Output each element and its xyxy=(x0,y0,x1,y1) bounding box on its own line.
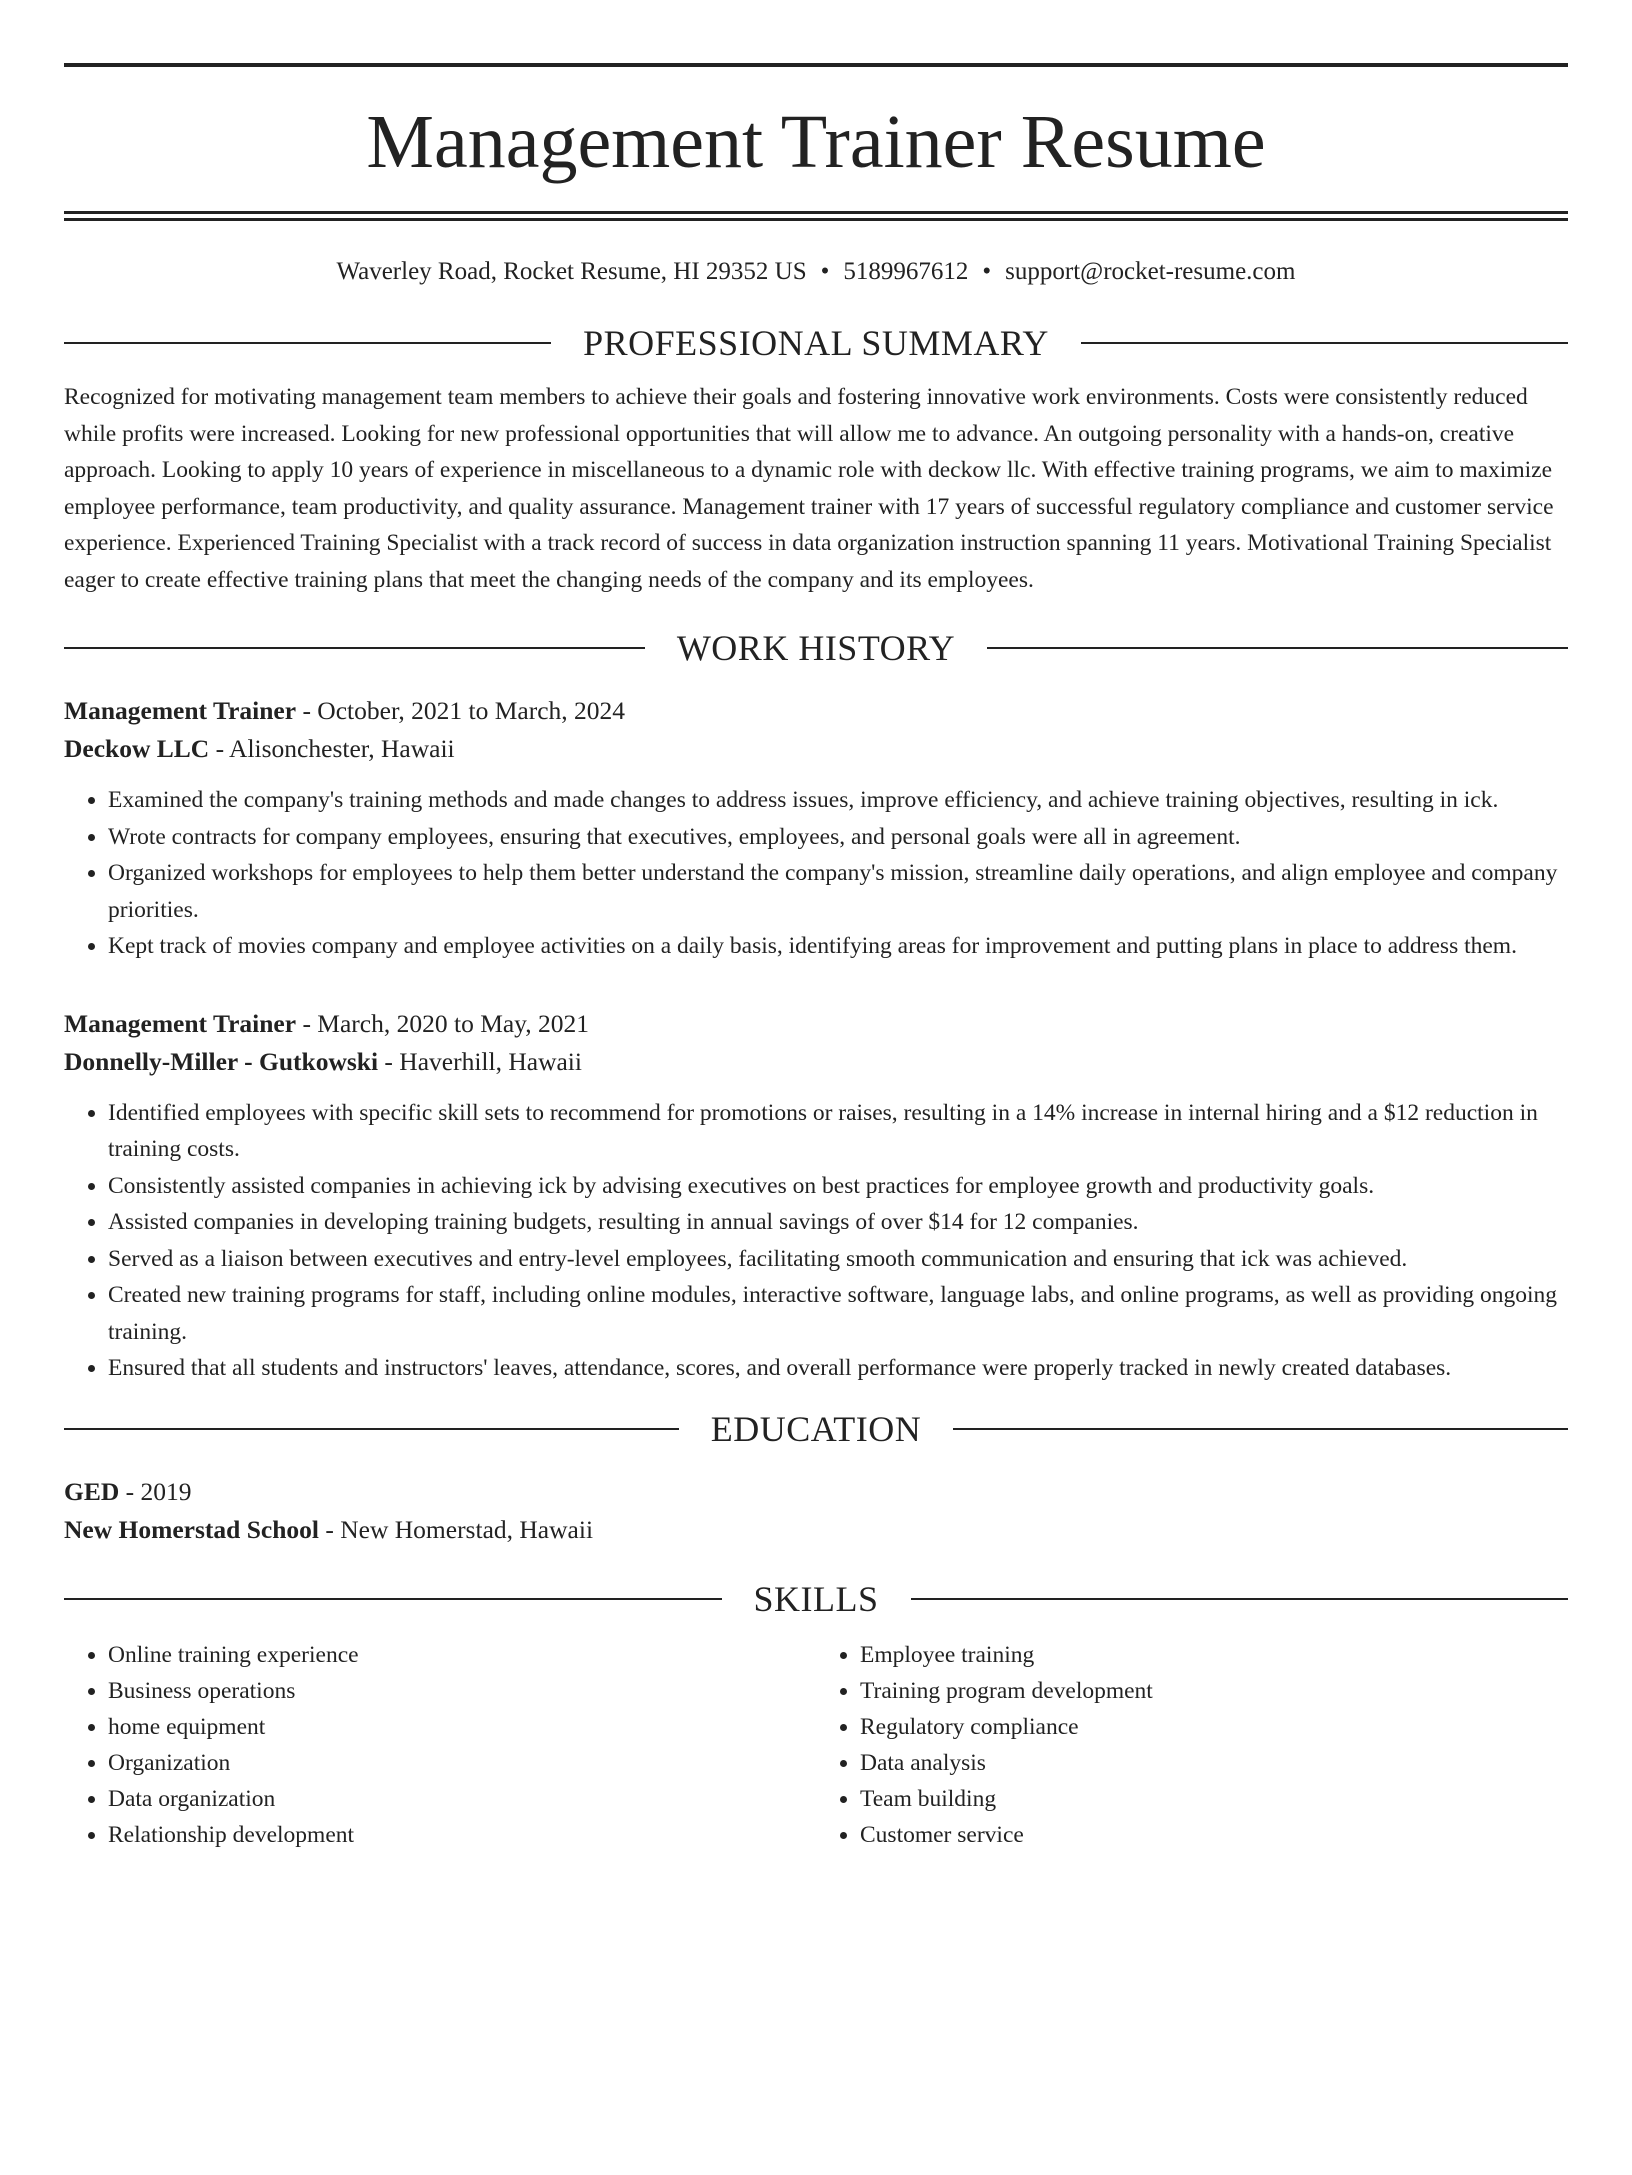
education-entry xyxy=(64,1473,1568,1549)
divider-line xyxy=(64,1598,722,1600)
job-location: - Alisonchester, Hawaii xyxy=(209,734,455,763)
skills-list-left xyxy=(64,1637,816,1853)
divider-line xyxy=(1081,342,1568,344)
contact-phone: 5189967612 xyxy=(843,258,969,285)
job-company-line xyxy=(64,730,1568,768)
job-location: - Haverhill, Hawaii xyxy=(378,1046,582,1076)
job-bullet: • Identified employees with specific skill sets to recommend for promotions or raises, resulting in a 14% increase in internal hiring and a $12 reduction in training costs. xyxy=(108,1095,1568,1168)
divider-line xyxy=(64,1428,679,1430)
job-title-line xyxy=(64,1005,1568,1043)
skill-item: • home equipment xyxy=(108,1709,816,1745)
summary-paragraph: Recognized for motivating management team members to achieve their goals and fostering innovative work environments. Costs were consistently reduced while profits were increased. Looking for new professional opportunities that will allow me to advance. An outgoing personality with a hands-on, creative approach. Looking to apply 10 years of experience in miscellaneous to a dynamic role with deckow llc. With effective training programs, we aim to maximize employee performance, team productivity, and quality assurance. Management trainer with 17 years of successful regulatory compliance and customer service experience. Experienced Training Specialist with a track record of success in data organization instruction spanning 11 years. Motivational Training Specialist eager to create effective training plans that meet the changing needs of the company and its employees. xyxy=(64,384,1554,593)
top-rule xyxy=(64,63,1568,67)
education-school: New Homerstad School xyxy=(64,1514,319,1544)
job-bullet: • Ensured that all students and instructors' leaves, attendance, scores, and overall performance were properly tracked in newly created databases. xyxy=(108,1350,1568,1387)
contact-address: Waverley Road, Rocket Resume, HI 29352 US xyxy=(336,258,807,285)
education-location: - New Homerstad, Hawaii xyxy=(318,1514,594,1544)
contact-separator: • xyxy=(820,258,830,285)
skills-list-right xyxy=(816,1637,1568,1853)
job-company: Donnelly-Miller - Gutkowski xyxy=(64,1046,379,1076)
section-header-education xyxy=(64,1407,1568,1451)
resume-page xyxy=(0,63,1632,2175)
job-entry xyxy=(64,692,1568,965)
section-title-summary: PROFESSIONAL SUMMARY xyxy=(583,323,1049,363)
divider-line xyxy=(987,647,1568,649)
skill-item: • Employee training xyxy=(860,1637,1568,1673)
skills-grid xyxy=(64,1637,1568,1853)
section-title-skills: SKILLS xyxy=(753,1578,879,1619)
skill-item: • Data organization xyxy=(108,1781,816,1817)
education-degree-line xyxy=(64,1473,1568,1511)
title-double-rule xyxy=(64,211,1568,221)
job-dates: - March, 2020 to May, 2021 xyxy=(296,1008,590,1038)
skill-item: • Relationship development xyxy=(108,1817,816,1853)
job-entry xyxy=(64,1005,1568,1387)
section-title-work: WORK HISTORY xyxy=(676,628,956,668)
job-bullet: • Kept track of movies company and employee activities on a daily basis, identifying areas for improvement and putting plans in place to address them. xyxy=(108,928,1568,965)
job-dates: - October, 2021 to March, 2024 xyxy=(296,696,626,725)
education-degree: GED xyxy=(64,1476,120,1506)
job-bullet: • Examined the company's training methods and made changes to address issues, improve efficiency, and achieve training objectives, resulting in ick. xyxy=(108,782,1568,819)
skill-item: • Training program development xyxy=(860,1673,1568,1709)
skill-item: • Organization xyxy=(108,1745,816,1781)
divider-line xyxy=(64,342,551,344)
skill-item: • Online training experience xyxy=(108,1637,816,1673)
contact-email: support@rocket-resume.com xyxy=(1005,258,1296,285)
divider-line xyxy=(64,647,645,649)
divider-line xyxy=(911,1598,1569,1600)
education-year: - 2019 xyxy=(119,1476,192,1506)
resume-title: Management Trainer Resume xyxy=(366,100,1266,184)
job-bullet: • Assisted companies in developing training budgets, resulting in annual savings of over $14 for 12 companies. xyxy=(108,1204,1568,1241)
skill-item: • Data analysis xyxy=(860,1745,1568,1781)
section-header-work xyxy=(64,626,1568,670)
job-title: Management Trainer xyxy=(64,1008,297,1038)
job-title-line xyxy=(64,692,1568,730)
skill-item: • Customer service xyxy=(860,1817,1568,1853)
job-title: Management Trainer xyxy=(64,696,297,725)
section-header-summary xyxy=(64,321,1568,365)
divider-line xyxy=(953,1428,1568,1430)
job-bullets xyxy=(64,782,1568,965)
section-header-skills xyxy=(64,1577,1568,1621)
job-bullet: • Organized workshops for employees to help them better understand the company's mission, streamline daily operations, and align employee and company priorities. xyxy=(108,855,1568,928)
section-title-education: EDUCATION xyxy=(710,1408,922,1449)
job-bullet: • Created new training programs for staff, including online modules, interactive software, language labs, and online programs, as well as providing ongoing training. xyxy=(108,1277,1568,1350)
job-bullet: • Wrote contracts for company employees, ensuring that executives, employees, and personal goals were all in agreement. xyxy=(108,819,1568,856)
job-bullet: • Served as a liaison between executives and entry-level employees, facilitating smooth communication and ensuring that ick was achieved. xyxy=(108,1241,1568,1278)
job-bullets xyxy=(64,1095,1568,1387)
education-school-line xyxy=(64,1511,1568,1549)
skill-item: • Team building xyxy=(860,1781,1568,1817)
job-bullet: • Consistently assisted companies in achieving ick by advising executives on best practices for employee growth and productivity goals. xyxy=(108,1168,1568,1205)
skill-item: • Regulatory compliance xyxy=(860,1709,1568,1745)
contact-separator: • xyxy=(982,258,992,285)
job-company: Deckow LLC xyxy=(64,734,210,763)
job-company-line xyxy=(64,1043,1568,1081)
skill-item: • Business operations xyxy=(108,1673,816,1709)
contact-line xyxy=(64,257,1568,287)
